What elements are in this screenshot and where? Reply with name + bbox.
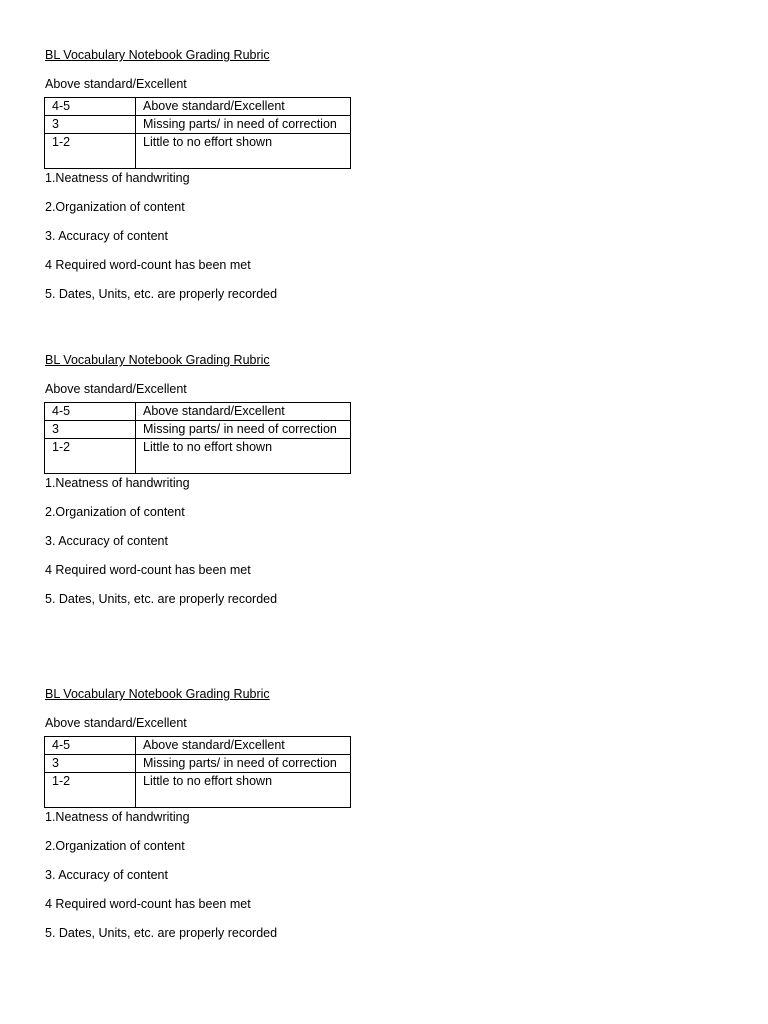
score-cell: 3 [45,421,136,439]
table-row [45,755,351,773]
score-cell: 3 [45,755,136,773]
score-cell: 4-5 [45,737,136,755]
score-cell: 1-2 [45,773,136,808]
criteria-item: 5. Dates, Units, etc. are properly recorded [45,592,278,606]
description-cell: Missing parts/ in need of correction [136,421,351,439]
description-cell: Above standard/Excellent [136,98,351,116]
table-row [45,421,351,439]
criteria-item: 1.Neatness of handwriting [45,476,190,490]
rubric-subtitle: Above standard/Excellent [45,716,187,730]
description-cell: Little to no effort shown [136,773,351,808]
criteria-item: 4 Required word-count has been met [45,258,251,272]
table-row [45,134,351,169]
description-cell: Missing parts/ in need of correction [136,116,351,134]
criteria-item: 5. Dates, Units, etc. are properly recorded [45,926,278,940]
criteria-list [45,476,277,621]
criteria-list [45,171,277,316]
criteria-item: 5. Dates, Units, etc. are properly recorded [45,287,278,301]
criteria-item: 2.Organization of content [45,505,185,519]
table-row [45,737,351,755]
rubric-subtitle: Above standard/Excellent [45,77,187,91]
description-cell: Little to no effort shown [136,134,351,169]
criteria-item: 4 Required word-count has been met [45,563,251,577]
score-table [44,402,351,474]
table-row [45,773,351,808]
score-table [44,736,351,808]
criteria-item: 3. Accuracy of content [45,534,168,548]
score-cell: 3 [45,116,136,134]
score-cell: 1-2 [45,439,136,474]
rubric-subtitle: Above standard/Excellent [45,382,187,396]
score-cell: 1-2 [45,134,136,169]
description-cell: Missing parts/ in need of correction [136,755,351,773]
criteria-item: 3. Accuracy of content [45,229,168,243]
rubric-title: BL Vocabulary Notebook Grading Rubric [45,687,270,701]
criteria-item: 2.Organization of content [45,839,185,853]
description-cell: Above standard/Excellent [136,403,351,421]
description-cell: Above standard/Excellent [136,737,351,755]
score-cell: 4-5 [45,98,136,116]
table-row [45,439,351,474]
criteria-item: 4 Required word-count has been met [45,897,251,911]
rubric-title: BL Vocabulary Notebook Grading Rubric [45,353,270,367]
criteria-item: 1.Neatness of handwriting [45,171,190,185]
table-row [45,98,351,116]
rubric-title: BL Vocabulary Notebook Grading Rubric [45,48,270,62]
score-cell: 4-5 [45,403,136,421]
score-table [44,97,351,169]
table-row [45,116,351,134]
criteria-item: 3. Accuracy of content [45,868,168,882]
criteria-item: 1.Neatness of handwriting [45,810,190,824]
table-row [45,403,351,421]
description-cell: Little to no effort shown [136,439,351,474]
criteria-item: 2.Organization of content [45,200,185,214]
criteria-list [45,810,277,955]
